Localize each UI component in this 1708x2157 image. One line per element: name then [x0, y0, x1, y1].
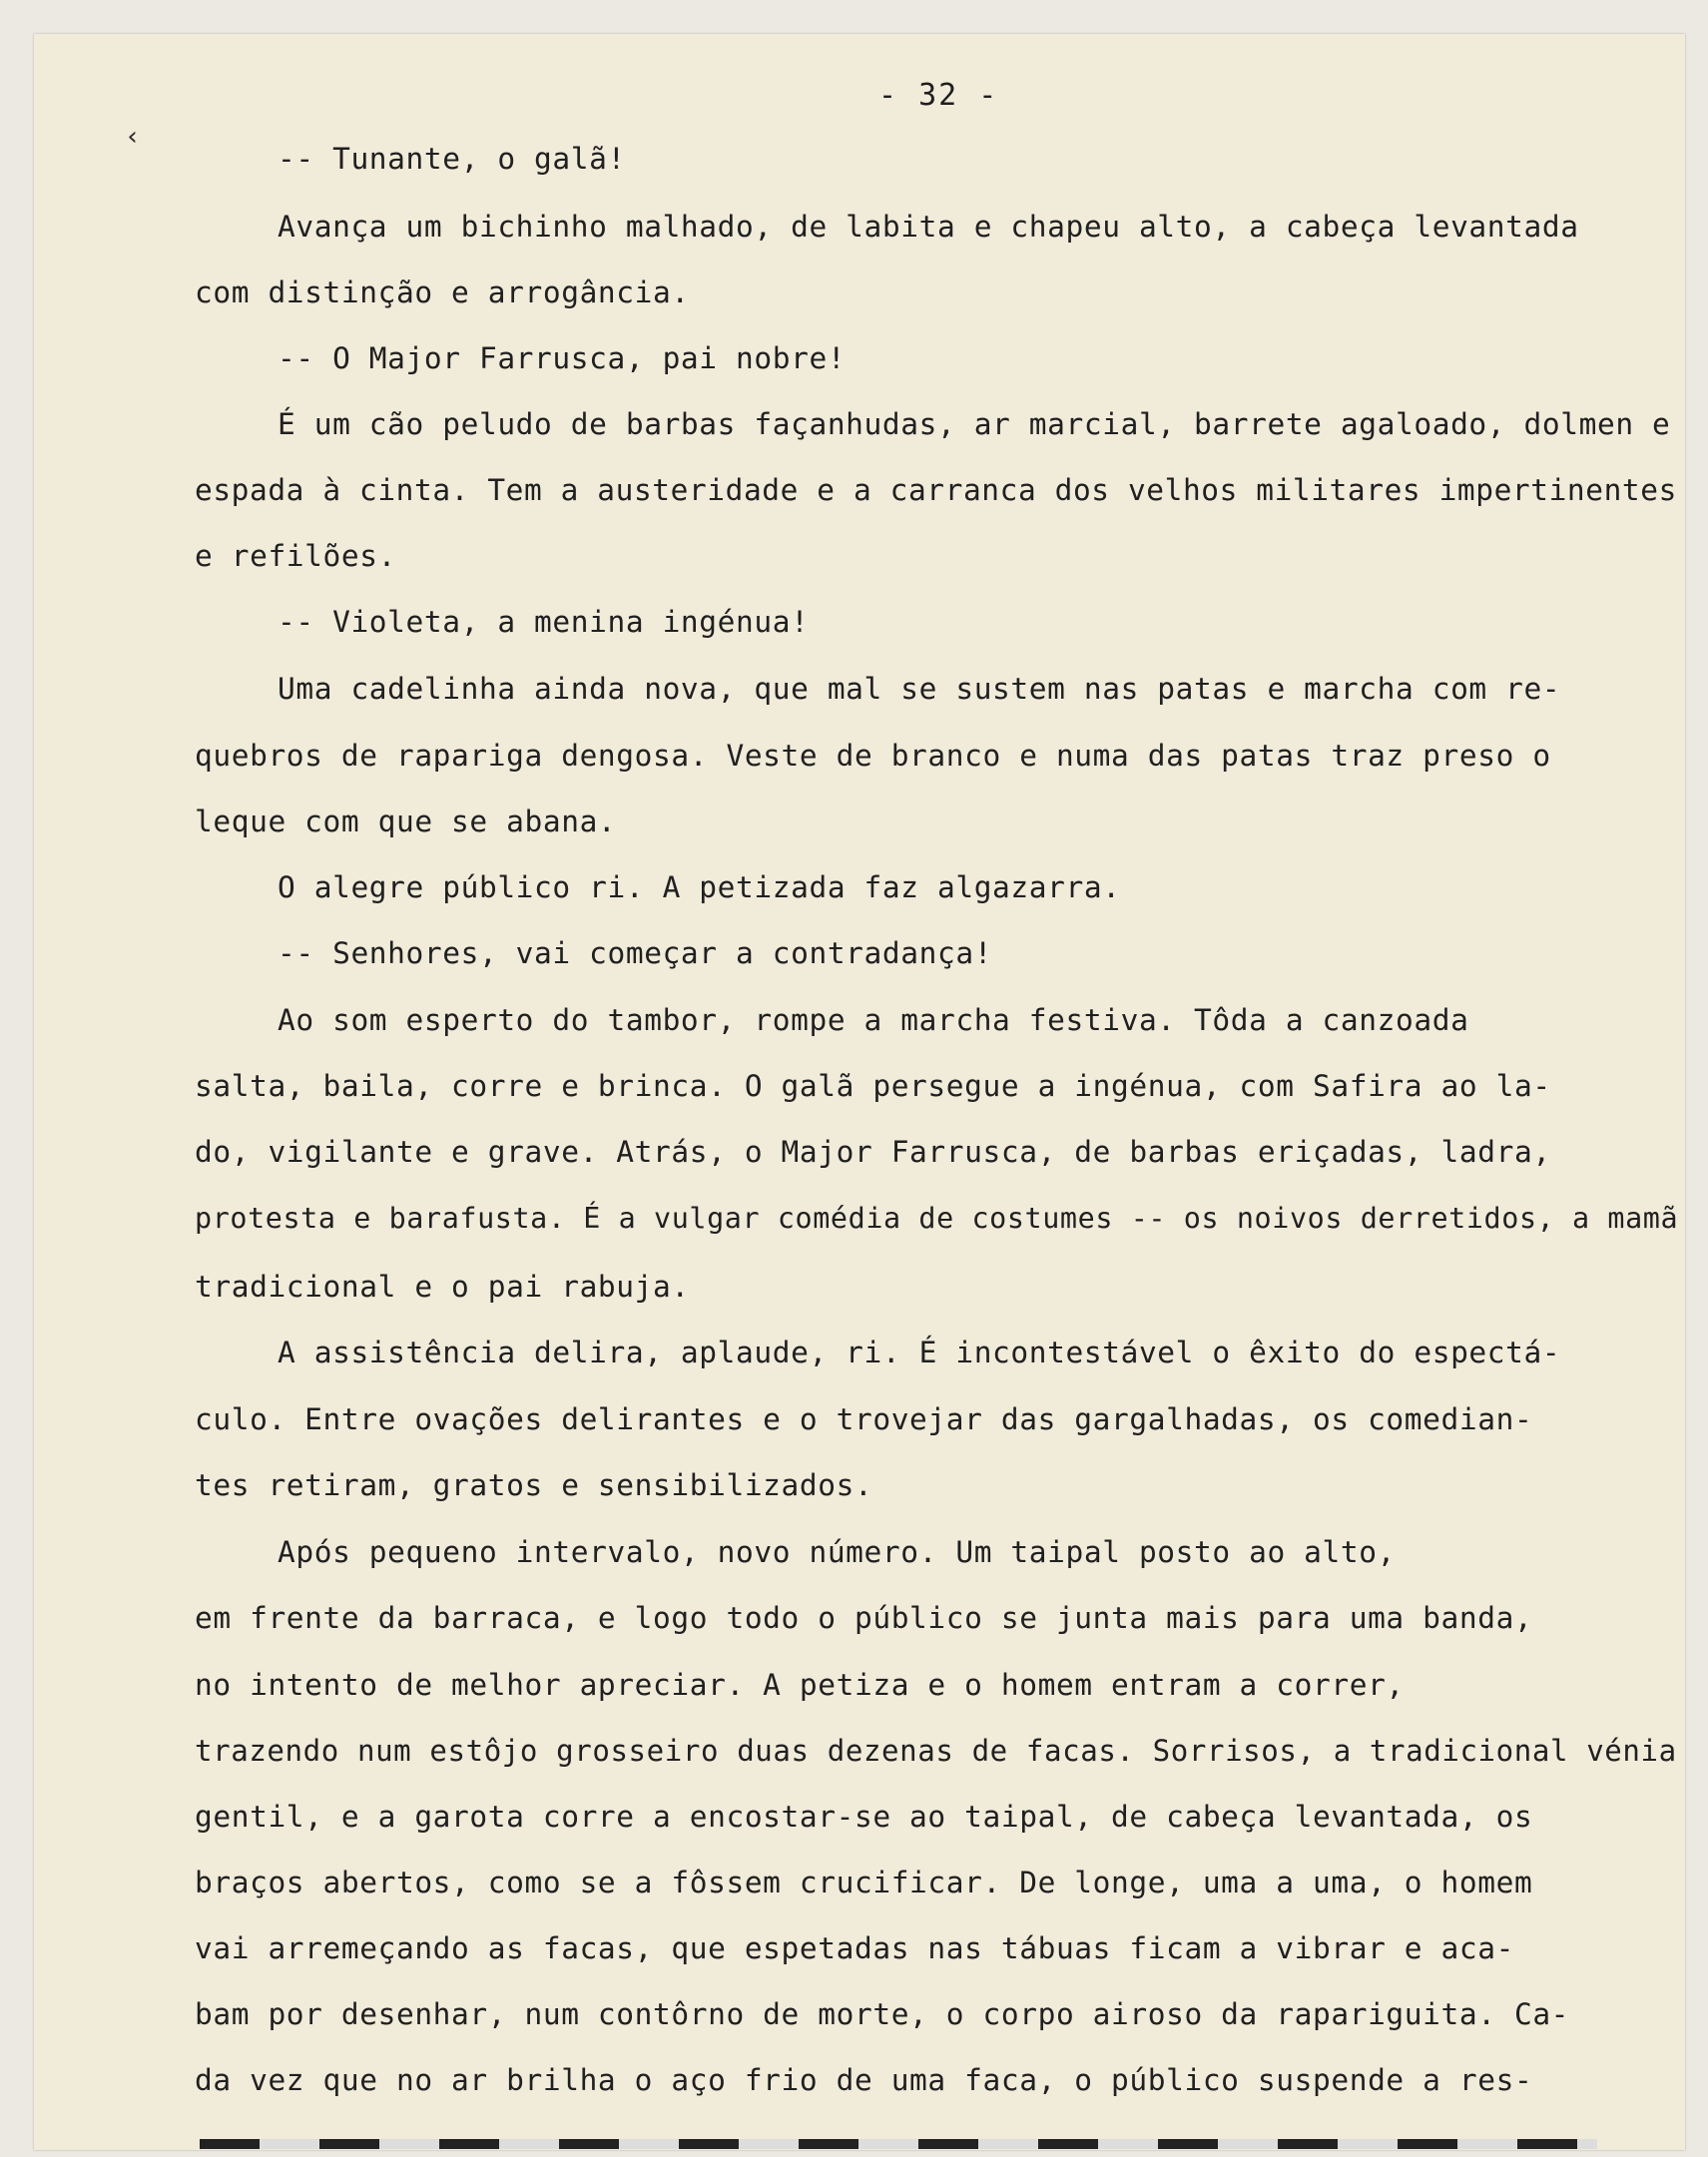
text-line: salta, baila, corre e brinca. O galã persegue a ingénua, com Safira ao la- — [195, 1069, 1551, 1103]
text-line: culo. Entre ovações delirantes e o trovejar das gargalhadas, os comedian- — [195, 1402, 1533, 1436]
text-line: espada à cinta. Tem a austeridade e a carranca dos velhos militares impertinentes — [195, 473, 1677, 507]
text-line: tes retiram, gratos e sensibilizados. — [195, 1468, 873, 1502]
text-line: trazendo num estôjo grosseiro duas dezenas de facas. Sorrisos, a tradicional vénia — [195, 1734, 1677, 1768]
text-line: Após pequeno intervalo, novo número. Um taipal posto ao alto, — [278, 1535, 1396, 1569]
text-line: -- O Major Farrusca, pai nobre! — [278, 341, 847, 375]
text-line: leque com que se abana. — [195, 805, 617, 838]
text-line: do, vigilante e grave. Atrás, o Major Farrusca, de barbas eriçadas, ladra, — [195, 1135, 1551, 1169]
page-number: - 32 - — [878, 78, 999, 113]
text-line: tradicional e o pai rabuja. — [195, 1270, 690, 1304]
text-line: da vez que no ar brilha o aço frio de uma faca, o público suspende a res- — [195, 2063, 1533, 2097]
text-line: e refilões. — [195, 539, 396, 573]
text-line: em frente da barraca, e logo todo o público se junta mais para uma banda, — [195, 1601, 1533, 1635]
text-line: no intento de melhor apreciar. A petiza e o homem entram a correr, — [195, 1668, 1405, 1702]
text-line: braços abertos, como se a fôssem crucificar. De longe, uma a uma, o homem — [195, 1866, 1533, 1899]
text-line: Avança um bichinho malhado, de labita e chapeu alto, a cabeça levantada — [278, 210, 1579, 244]
text-line: A assistência delira, aplaude, ri. É incontestável o êxito do espectá- — [278, 1336, 1561, 1369]
margin-mark: ‹ — [125, 122, 141, 152]
text-line: gentil, e a garota corre a encostar-se ao taipal, de cabeça levantada, os — [195, 1800, 1533, 1834]
text-line: protesta e barafusta. É a vulgar comédia de costumes -- os noivos derretidos, a mamã — [195, 1202, 1679, 1235]
text-line: bam por desenhar, num contôrno de morte, o corpo airoso da rapariguita. Ca- — [195, 1997, 1570, 2031]
text-line: Uma cadelinha ainda nova, que mal se sustem nas patas e marcha com re- — [278, 672, 1561, 706]
text-line: O alegre público ri. A petizada faz algazarra. — [278, 870, 1121, 904]
text-line: -- Tunante, o galã! — [278, 142, 626, 176]
text-line: com distinção e arrogância. — [195, 275, 690, 309]
text-line: Ao som esperto do tambor, rompe a marcha festiva. Tôda a canzoada — [278, 1003, 1469, 1037]
text-line: -- Senhores, vai começar a contradança! — [278, 936, 993, 970]
color-scale-bar — [200, 2139, 1597, 2149]
text-line: quebros de rapariga dengosa. Veste de branco e numa das patas traz preso o — [195, 739, 1551, 773]
text-line: vai arremeçando as facas, que espetadas nas tábuas ficam a vibrar e aca- — [195, 1931, 1514, 1965]
text-line: É um cão peludo de barbas façanhudas, ar marcial, barrete agaloado, dolmen e — [278, 407, 1671, 441]
text-line: -- Violeta, a menina ingénua! — [278, 605, 810, 639]
